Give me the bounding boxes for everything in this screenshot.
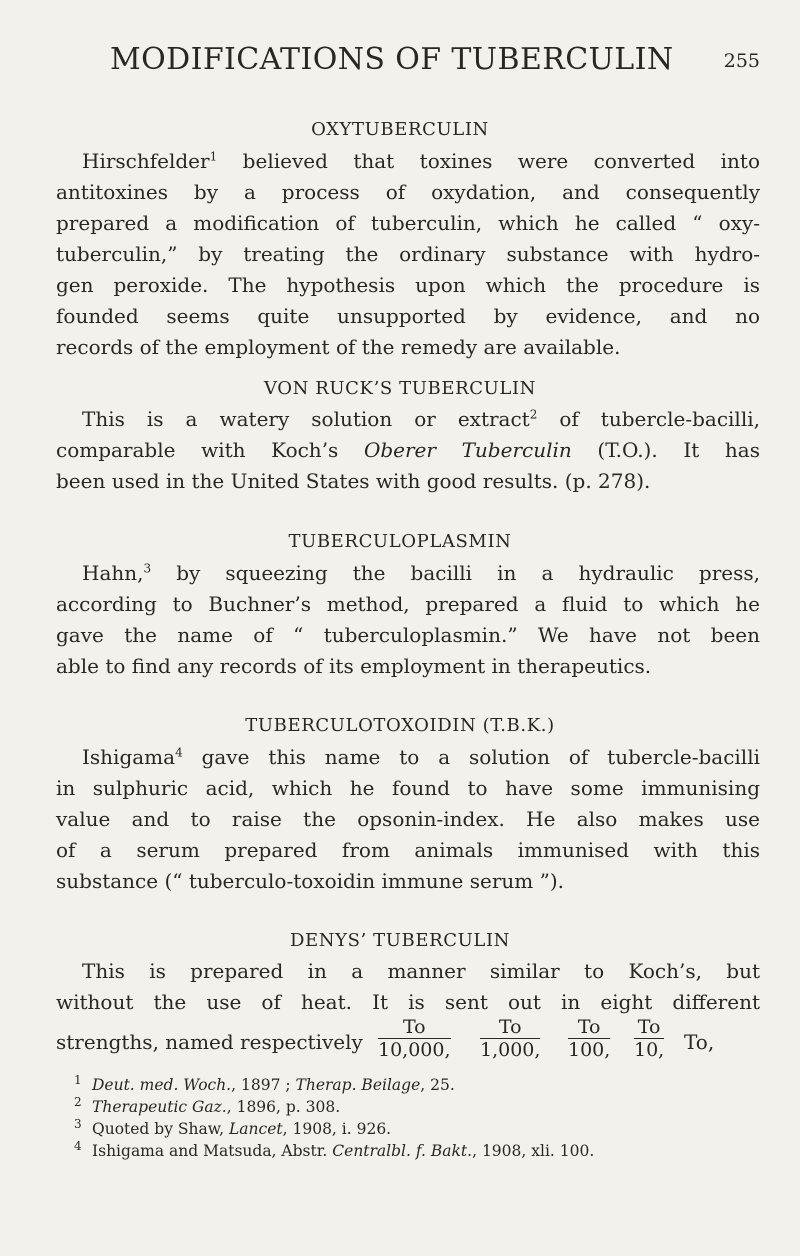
footnote-4: 4 Ishigama and Matsuda, Abstr. Centralbl. f. Bakt., 1908, xli. 100.	[74, 1138, 595, 1160]
running-title: MODIFICATIONS OF TUBERCULIN	[110, 42, 674, 77]
text-line: substance (“ tuberculo-toxoidin immune serum ”).	[56, 869, 564, 893]
footnote-2: 2 Therapeutic Gaz., 1896, p. 308.	[74, 1094, 341, 1116]
text-line: This is prepared in a manner similar to Koch’s, but	[82, 959, 760, 983]
paragraph-oxytuberculin	[56, 146, 760, 363]
paragraph-tuberculotoxoidin	[56, 742, 760, 897]
footnote-ref: 4	[175, 745, 183, 760]
text-line: Hirschfelder$^1$ believed that toxines were converted into	[82, 149, 760, 173]
running-head	[110, 42, 760, 82]
strengths-lead: strengths, named respectively	[56, 1030, 363, 1054]
paragraph-tuberculoplasmin	[56, 558, 760, 682]
text-line: records of the employment of the remedy are available.	[56, 335, 621, 359]
text-line: This is a watery solution or extract$^2$ of tubercle-bacilli,	[82, 407, 760, 431]
text-line: founded seems quite unsupported by evidence, and no	[56, 304, 760, 328]
text-line: value and to raise the opsonin-index. He also makes use	[56, 807, 760, 831]
text-line: comparable with Koch’s Oberer Tuberculin (T.O.). It has	[56, 438, 760, 462]
text-line: gen peroxide. The hypothesis upon which the procedure is	[56, 273, 760, 297]
text-line: without the use of heat. It is sent out in eight different	[56, 990, 760, 1014]
footnote-ref: 3	[143, 561, 152, 576]
text-line: Ishigama$^4$ gave this name to a solution of tubercle-bacilli	[82, 745, 760, 769]
footnotes	[74, 1074, 764, 1162]
text-line: in sulphuric acid, which he found to have some immunising	[56, 776, 760, 800]
fraction: $\frac{To}{100,}$	[568, 1016, 611, 1061]
paragraph-denys	[56, 956, 760, 1018]
footnote-3: 3 Quoted by Shaw, Lancet, 1908, i. 926.	[74, 1116, 392, 1138]
text-line: antitoxines by a process of oxydation, and consequently	[56, 180, 760, 204]
section-heading-oxytuberculin: OXYTUBERCULIN	[311, 119, 489, 140]
section-heading-von-ruck: VON RUCK’S TUBERCULIN	[263, 378, 537, 399]
text-line: been used in the United States with good results. (p. 278).	[56, 469, 651, 493]
strengths-tail: To,	[684, 1030, 715, 1054]
text-line: of a serum prepared from animals immunised with this	[56, 838, 760, 862]
text-line: Hahn,$^3$ by squeezing the bacilli in a hydraulic press,	[82, 561, 760, 585]
section-heading-tuberculoplasmin: TUBERCULOPLASMIN	[288, 531, 512, 552]
text-line: according to Buchner’s method, prepared a fluid to which he	[56, 592, 760, 616]
text-line: gave the name of “ tuberculoplasmin.” We have not been	[56, 623, 760, 647]
text-line: prepared a modification of tuberculin, which he called “ oxy-	[56, 211, 760, 235]
footnote-1: 1 Deut. med. Woch., 1897 ; Therap. Beilage, 25.	[74, 1072, 455, 1094]
text-line: tuberculin,” by treating the ordinary substance with hydro-	[56, 242, 760, 266]
section-heading-tuberculotoxoidin: TUBERCULOTOXOIDIN (T.B.K.)	[245, 715, 555, 736]
section-heading-denys: DENYS’ TUBERCULIN	[289, 930, 511, 951]
footnote-ref: 1	[209, 149, 218, 164]
page-number: 255	[723, 50, 760, 72]
strengths-line	[56, 1016, 760, 1062]
fraction: $\frac{To}{10,}$	[634, 1016, 665, 1061]
text-line: able to find any records of its employment in therapeutics.	[56, 654, 652, 678]
fraction: $\frac{To}{1,000,}$	[480, 1016, 541, 1061]
footnote-ref: 2	[529, 407, 538, 422]
fraction: $\frac{To}{10,000,}$	[378, 1016, 451, 1061]
paragraph-von-ruck	[56, 404, 760, 497]
